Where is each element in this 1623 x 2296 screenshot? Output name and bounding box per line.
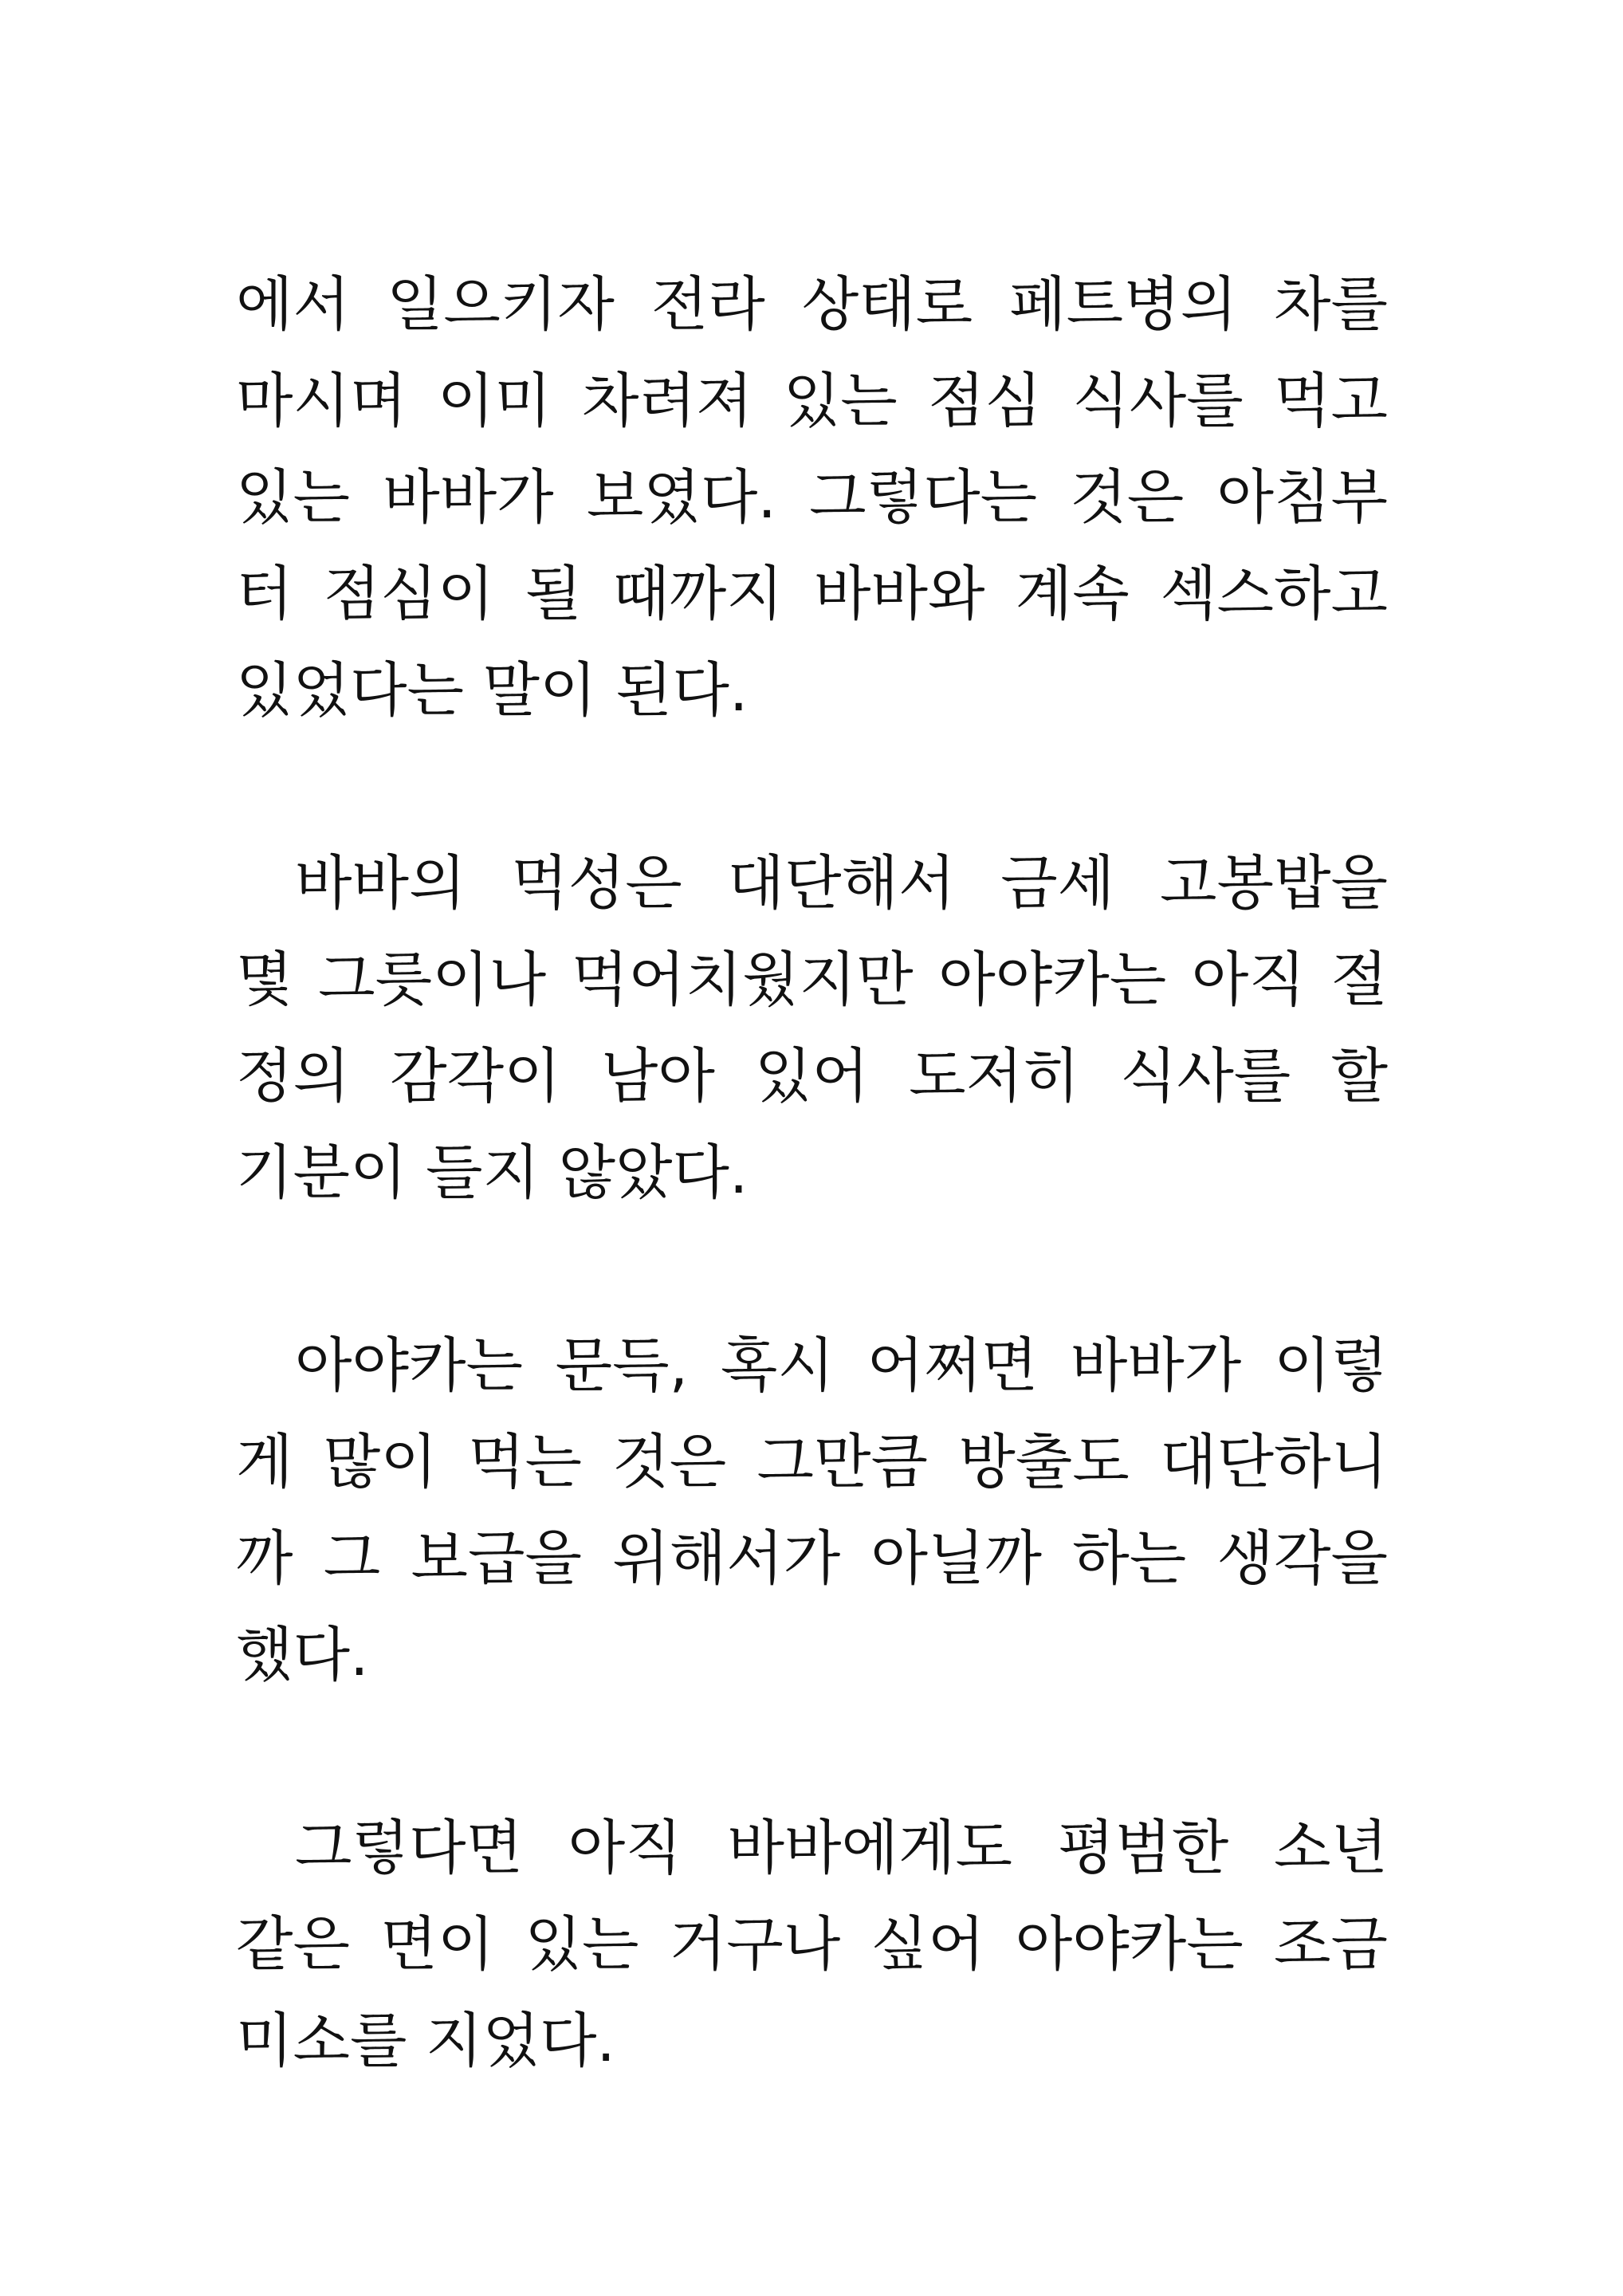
text-line: 터 점심이 될 때까지 바바와 계속 섹스하고: [236, 560, 1388, 628]
paragraph-4: [236, 1800, 1388, 2090]
paragraph-2: [236, 835, 1388, 1221]
paragraph-3: [236, 1318, 1388, 1704]
text-line: 바바의 먹성은 대단해서 금세 고봉밥을: [295, 849, 1388, 918]
text-line: 까 그 보급을 위해서가 아닐까 하는 생각을: [236, 1524, 1388, 1593]
text-line: 기분이 들지 않았다.: [236, 1138, 749, 1207]
paragraph-gap: [236, 1704, 1388, 1800]
text-line: 미소를 지었다.: [236, 2007, 615, 2075]
text-line: 에서 일으키자 전라 상태로 페트병의 차를: [236, 270, 1388, 339]
text-line: 있는 바바가 보였다. 그렇다는 것은 아침부: [236, 463, 1388, 532]
text-line: 아야카는 문득, 혹시 어쩌면 바바가 이렇: [295, 1331, 1388, 1400]
text-line: 했다.: [236, 1621, 369, 1689]
text-line: 게 많이 먹는 것은 그만큼 방출도 대단하니: [236, 1428, 1388, 1496]
paragraph-gap: [236, 739, 1388, 835]
body-text: [236, 257, 1388, 2090]
text-line: 있었다는 말이 된다.: [236, 656, 749, 725]
paragraph-1: [236, 257, 1388, 739]
text-line: 정의 감각이 남아 있어 도저히 식사를 할: [236, 1042, 1388, 1111]
paragraph-gap: [236, 1221, 1388, 1318]
text-line: 그렇다면 아직 바바에게도 평범한 소년: [295, 1814, 1388, 1882]
text-line: 같은 면이 있는 거구나 싶어 아야카는 조금: [236, 1910, 1388, 1979]
text-line: 마시며 이미 차려져 있는 점심 식사를 먹고: [236, 367, 1388, 435]
text-line: 몇 그릇이나 먹어치웠지만 아야카는 아직 절: [236, 946, 1388, 1014]
